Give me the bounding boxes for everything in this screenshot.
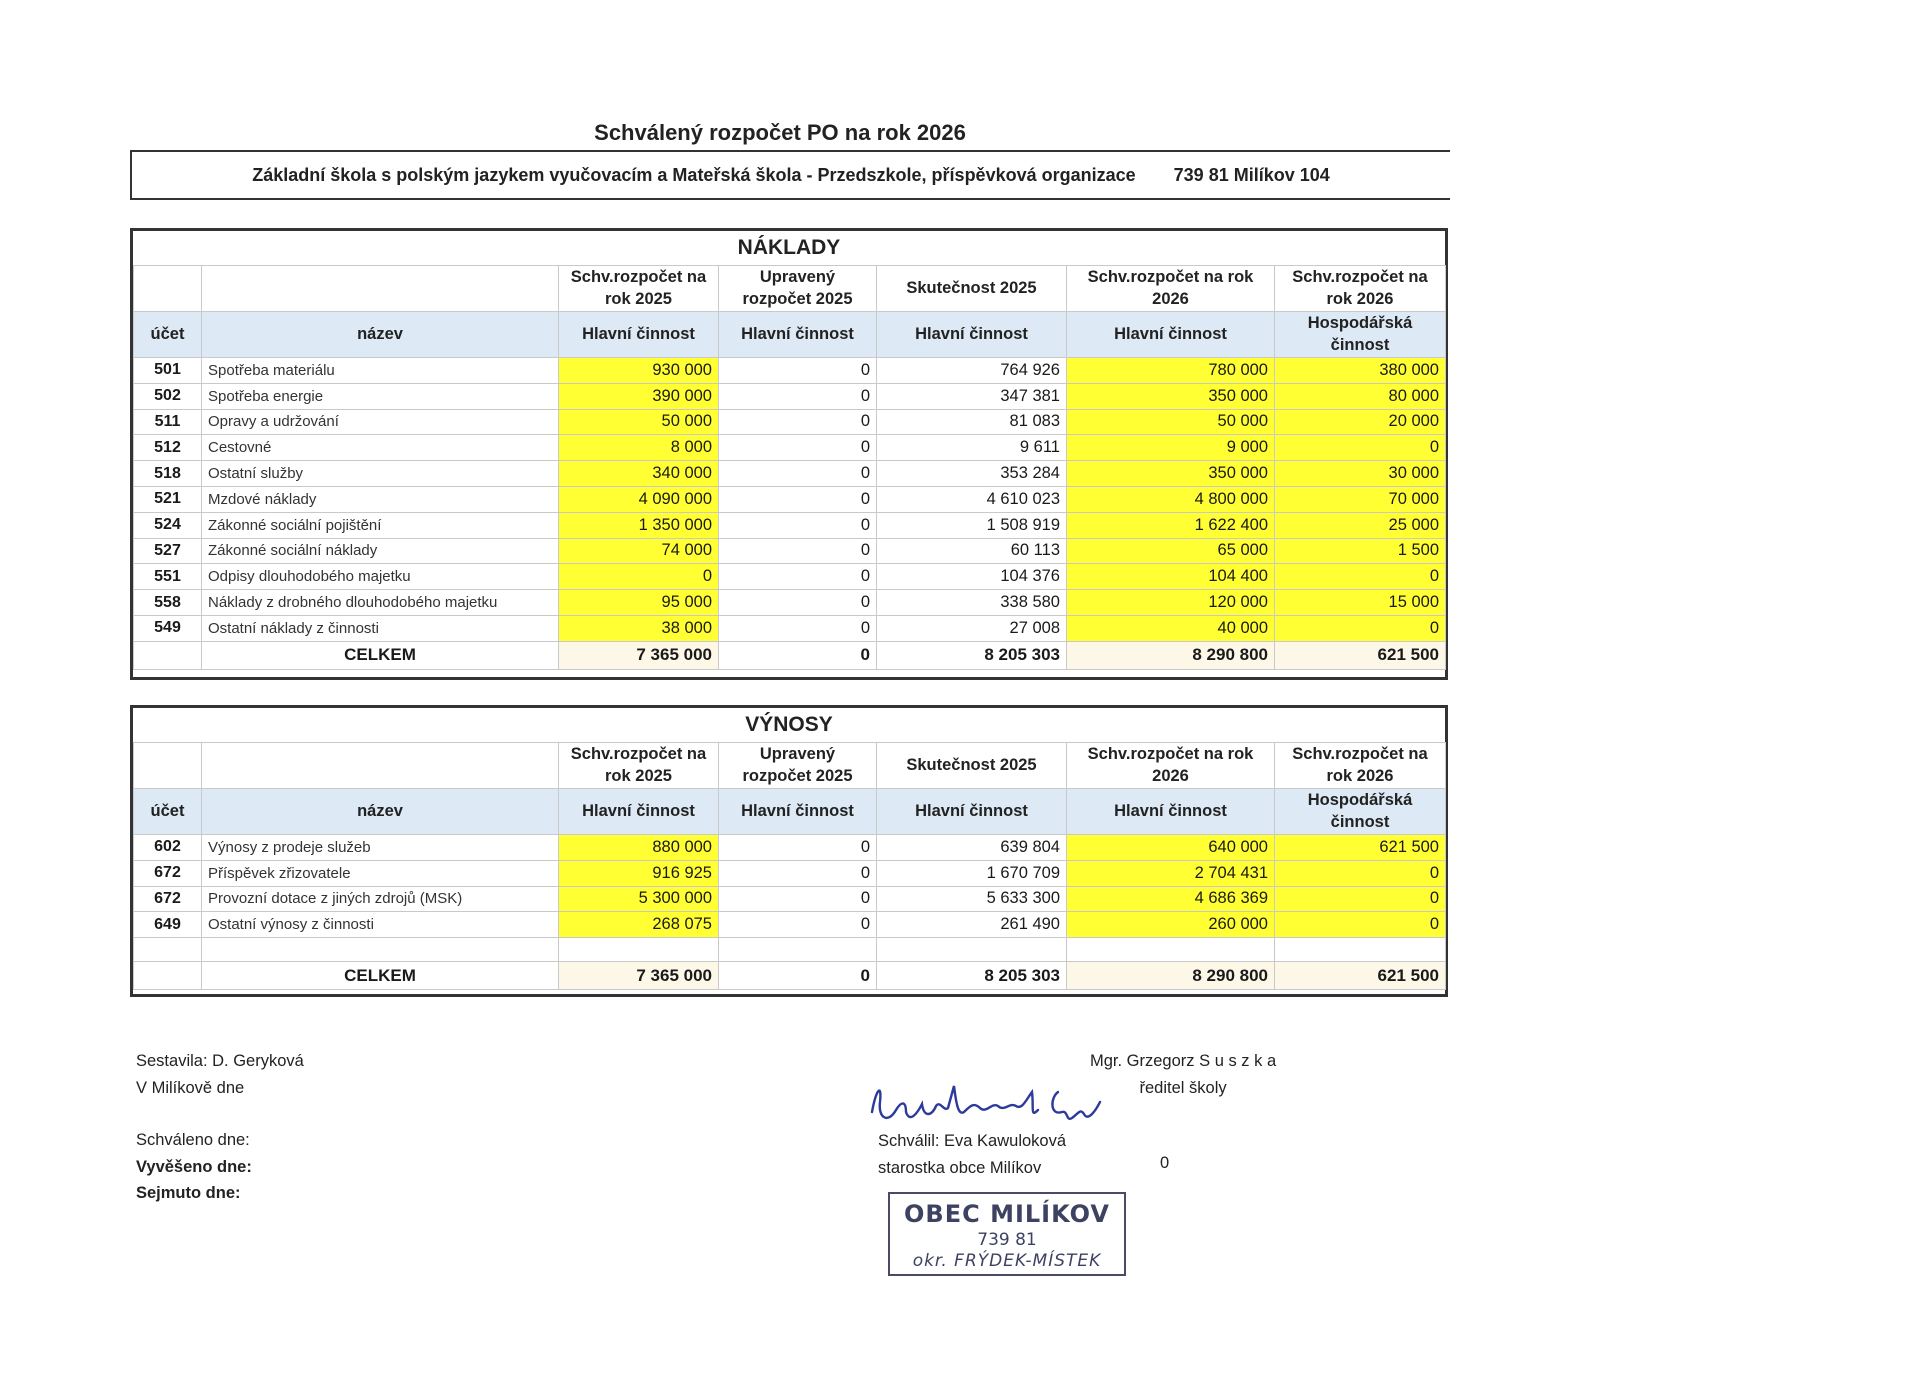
ucet-header: účet — [134, 312, 202, 358]
total-d: 8 290 800 — [1067, 641, 1275, 669]
stamp-line-3: okr. FRÝDEK-MÍSTEK — [912, 1251, 1102, 1271]
account-cell: 551 — [134, 564, 202, 590]
account-cell: 672 — [134, 860, 202, 886]
account-cell: 602 — [134, 835, 202, 861]
value-e-cell: 80 000 — [1275, 383, 1446, 409]
value-b-cell: 0 — [719, 835, 877, 861]
ucet-header: účet — [134, 789, 202, 835]
name-cell: Cestovné — [202, 435, 559, 461]
table-row — [134, 590, 1446, 616]
value-b-cell: 0 — [719, 512, 877, 538]
account-cell: 502 — [134, 383, 202, 409]
vynosy-header-row-1 — [134, 743, 1446, 789]
document-title: Schválený rozpočet PO na rok 2026 — [594, 120, 966, 145]
col-a-header: Schv.rozpočet na rok 2025 — [559, 266, 719, 312]
value-a-cell: 8 000 — [559, 435, 719, 461]
value-b-cell: 0 — [719, 409, 877, 435]
account-cell: 521 — [134, 486, 202, 512]
value-b-cell: 0 — [719, 486, 877, 512]
value-a-cell: 5 300 000 — [559, 886, 719, 912]
value-e-cell: 0 — [1275, 860, 1446, 886]
schvaleno: Schváleno dne: — [136, 1131, 250, 1149]
naklady-title: NÁKLADY — [737, 236, 841, 259]
col-e-header: Schv.rozpočet na rok 2026 — [1275, 743, 1446, 789]
organization-address: 739 81 Milíkov 104 — [1173, 164, 1330, 185]
value-c-cell: 81 083 — [877, 409, 1067, 435]
table-row — [134, 886, 1446, 912]
value-a-cell: 50 000 — [559, 409, 719, 435]
name-cell: Provozní dotace z jiných zdrojů (MSK) — [202, 886, 559, 912]
value-b-cell: 0 — [719, 538, 877, 564]
value-d-cell: 2 704 431 — [1067, 860, 1275, 886]
table-row — [134, 409, 1446, 435]
name-cell: Ostatní výnosy z činnosti — [202, 912, 559, 938]
vyveseno: Vyvěšeno dne: — [136, 1157, 252, 1176]
value-c-cell: 338 580 — [877, 590, 1067, 616]
name-cell: Mzdové náklady — [202, 486, 559, 512]
footer-director — [1090, 1048, 1276, 1101]
value-a-cell: 1 350 000 — [559, 512, 719, 538]
value-e-cell: 0 — [1275, 615, 1446, 641]
value-e-cell: 0 — [1275, 564, 1446, 590]
value-c-cell: 261 490 — [877, 912, 1067, 938]
value-a-cell: 340 000 — [559, 461, 719, 487]
value-b-cell: 0 — [719, 912, 877, 938]
account-cell: 549 — [134, 615, 202, 641]
organization-header — [130, 150, 1450, 200]
value-e-cell: 380 000 — [1275, 358, 1446, 384]
value-c-cell: 9 611 — [877, 435, 1067, 461]
name-cell: Náklady z drobného dlouhodobého majetku — [202, 590, 559, 616]
account-cell: 518 — [134, 461, 202, 487]
col-d-header: Schv.rozpočet na rok 2026 — [1067, 266, 1275, 312]
value-d-cell: 104 400 — [1067, 564, 1275, 590]
col-d-sub: Hlavní činnost — [1067, 312, 1275, 358]
value-b-cell: 0 — [719, 383, 877, 409]
value-a-cell: 95 000 — [559, 590, 719, 616]
value-e-cell: 621 500 — [1275, 835, 1446, 861]
value-b-cell: 0 — [719, 886, 877, 912]
value-b-cell: 0 — [719, 564, 877, 590]
value-b-cell: 0 — [719, 860, 877, 886]
account-cell: 501 — [134, 358, 202, 384]
value-a-cell: 268 075 — [559, 912, 719, 938]
col-a-sub: Hlavní činnost — [559, 789, 719, 835]
vynosy-header-row-2 — [134, 789, 1446, 835]
name-cell: Spotřeba materiálu — [202, 358, 559, 384]
name-cell: Spotřeba energie — [202, 383, 559, 409]
table-row — [134, 538, 1446, 564]
value-c-cell: 27 008 — [877, 615, 1067, 641]
naklady-table — [133, 265, 1446, 670]
value-d-cell: 4 800 000 — [1067, 486, 1275, 512]
total-e: 621 500 — [1275, 641, 1446, 669]
naklady-section — [130, 228, 1448, 680]
value-d-cell: 780 000 — [1067, 358, 1275, 384]
value-e-cell: 1 500 — [1275, 538, 1446, 564]
col-e-sub: Hospodářská činnost — [1275, 312, 1446, 358]
starostka: starostka obce Milíkov — [878, 1158, 1042, 1177]
director-name: Mgr. Grzegorz S u s z k a — [1090, 1052, 1277, 1070]
value-d-cell: 4 686 369 — [1067, 886, 1275, 912]
total-d: 8 290 800 — [1067, 962, 1275, 990]
value-d-cell: 120 000 — [1067, 590, 1275, 616]
stamp-line-1: OBEC MILÍKOV — [904, 1200, 1110, 1228]
value-d-cell: 350 000 — [1067, 461, 1275, 487]
table-row — [134, 835, 1446, 861]
col-d-sub: Hlavní činnost — [1067, 789, 1275, 835]
value-b-cell: 0 — [719, 461, 877, 487]
naklady-header-row-2 — [134, 312, 1446, 358]
table-row — [134, 564, 1446, 590]
table-row — [134, 912, 1446, 938]
value-c-cell: 5 633 300 — [877, 886, 1067, 912]
table-row — [134, 461, 1446, 487]
total-b: 0 — [719, 962, 877, 990]
col-a-sub: Hlavní činnost — [559, 312, 719, 358]
schvalil: Schválil: Eva Kawuloková — [878, 1132, 1067, 1150]
sestavila: Sestavila: D. Geryková — [136, 1052, 304, 1070]
naklady-total-row — [134, 641, 1446, 669]
stray-zero: 0 — [1160, 1154, 1170, 1172]
value-a-cell: 930 000 — [559, 358, 719, 384]
col-d-header: Schv.rozpočet na rok 2026 — [1067, 743, 1275, 789]
value-e-cell: 0 — [1275, 435, 1446, 461]
col-b-header: Upravený rozpočet 2025 — [719, 743, 877, 789]
col-b-sub: Hlavní činnost — [719, 789, 877, 835]
value-e-cell: 25 000 — [1275, 512, 1446, 538]
total-b: 0 — [719, 641, 877, 669]
organization-name: Základní škola s polským jazykem vyučovacím a Mateřská škola - Przedszkole, příspěvková organizace — [252, 164, 1136, 185]
total-c: 8 205 303 — [877, 641, 1067, 669]
value-c-cell: 4 610 023 — [877, 486, 1067, 512]
director-role: ředitel školy — [1139, 1078, 1227, 1097]
sejmuto: Sejmuto dne: — [136, 1184, 241, 1202]
name-cell: Ostatní služby — [202, 461, 559, 487]
vynosy-table — [133, 742, 1446, 990]
value-a-cell: 880 000 — [559, 835, 719, 861]
value-d-cell: 65 000 — [1067, 538, 1275, 564]
name-cell: Ostatní náklady z činnosti — [202, 615, 559, 641]
value-d-cell: 640 000 — [1067, 835, 1275, 861]
value-d-cell: 1 622 400 — [1067, 512, 1275, 538]
vynosy-title: VÝNOSY — [745, 713, 833, 736]
name-cell: Zákonné sociální náklady — [202, 538, 559, 564]
name-cell: Výnosy z prodeje služeb — [202, 835, 559, 861]
col-c-sub: Hlavní činnost — [877, 789, 1067, 835]
value-d-cell: 9 000 — [1067, 435, 1275, 461]
table-row — [134, 358, 1446, 384]
table-row — [134, 512, 1446, 538]
account-cell: 649 — [134, 912, 202, 938]
account-cell: 527 — [134, 538, 202, 564]
value-d-cell: 40 000 — [1067, 615, 1275, 641]
value-e-cell: 0 — [1275, 912, 1446, 938]
value-c-cell: 104 376 — [877, 564, 1067, 590]
value-b-cell: 0 — [719, 358, 877, 384]
value-c-cell: 1 508 919 — [877, 512, 1067, 538]
value-b-cell: 0 — [719, 590, 877, 616]
value-c-cell: 60 113 — [877, 538, 1067, 564]
value-a-cell: 74 000 — [559, 538, 719, 564]
table-row — [134, 615, 1446, 641]
table-row — [134, 860, 1446, 886]
value-e-cell: 30 000 — [1275, 461, 1446, 487]
col-e-sub: Hospodářská činnost — [1275, 789, 1446, 835]
col-b-sub: Hlavní činnost — [719, 312, 877, 358]
account-cell: 512 — [134, 435, 202, 461]
total-a: 7 365 000 — [559, 962, 719, 990]
col-a-header: Schv.rozpočet na rok 2025 — [559, 743, 719, 789]
name-cell: Příspěvek zřizovatele — [202, 860, 559, 886]
table-row — [134, 486, 1446, 512]
vynosy-empty-row — [134, 938, 1446, 962]
value-d-cell: 350 000 — [1067, 383, 1275, 409]
value-a-cell: 0 — [559, 564, 719, 590]
footer-left — [136, 1048, 304, 1207]
nazev-header: název — [202, 312, 559, 358]
name-cell: Opravy a udržování — [202, 409, 559, 435]
name-cell: Odpisy dlouhodobého majetku — [202, 564, 559, 590]
value-d-cell: 260 000 — [1067, 912, 1275, 938]
col-b-header: Upravený rozpočet 2025 — [719, 266, 877, 312]
table-row — [134, 383, 1446, 409]
value-b-cell: 0 — [719, 435, 877, 461]
vynosy-section — [130, 705, 1448, 997]
value-c-cell: 639 804 — [877, 835, 1067, 861]
value-c-cell: 764 926 — [877, 358, 1067, 384]
v-milikove: V Milíkově dne — [136, 1078, 245, 1097]
value-e-cell: 0 — [1275, 886, 1446, 912]
value-c-cell: 347 381 — [877, 383, 1067, 409]
total-label: CELKEM — [202, 641, 559, 669]
account-cell: 524 — [134, 512, 202, 538]
value-c-cell: 1 670 709 — [877, 860, 1067, 886]
stamp-line-2: 739 81 — [977, 1230, 1037, 1250]
footer-approval — [878, 1128, 1066, 1181]
value-a-cell: 916 925 — [559, 860, 719, 886]
nazev-header: název — [202, 789, 559, 835]
official-stamp — [888, 1192, 1126, 1276]
value-c-cell: 353 284 — [877, 461, 1067, 487]
value-d-cell: 50 000 — [1067, 409, 1275, 435]
total-a: 7 365 000 — [559, 641, 719, 669]
naklady-header-row-1 — [134, 266, 1446, 312]
col-e-header: Schv.rozpočet na rok 2026 — [1275, 266, 1446, 312]
value-a-cell: 4 090 000 — [559, 486, 719, 512]
col-c-header: Skutečnost 2025 — [877, 743, 1067, 789]
total-e: 621 500 — [1275, 962, 1446, 990]
col-c-sub: Hlavní činnost — [877, 312, 1067, 358]
value-e-cell: 20 000 — [1275, 409, 1446, 435]
account-cell: 511 — [134, 409, 202, 435]
account-cell: 558 — [134, 590, 202, 616]
value-e-cell: 70 000 — [1275, 486, 1446, 512]
name-cell: Zákonné sociální pojištění — [202, 512, 559, 538]
value-a-cell: 390 000 — [559, 383, 719, 409]
vynosy-total-row — [134, 962, 1446, 990]
value-a-cell: 38 000 — [559, 615, 719, 641]
total-c: 8 205 303 — [877, 962, 1067, 990]
table-row — [134, 435, 1446, 461]
account-cell: 672 — [134, 886, 202, 912]
value-b-cell: 0 — [719, 615, 877, 641]
value-e-cell: 15 000 — [1275, 590, 1446, 616]
total-label: CELKEM — [202, 962, 559, 990]
col-c-header: Skutečnost 2025 — [877, 266, 1067, 312]
